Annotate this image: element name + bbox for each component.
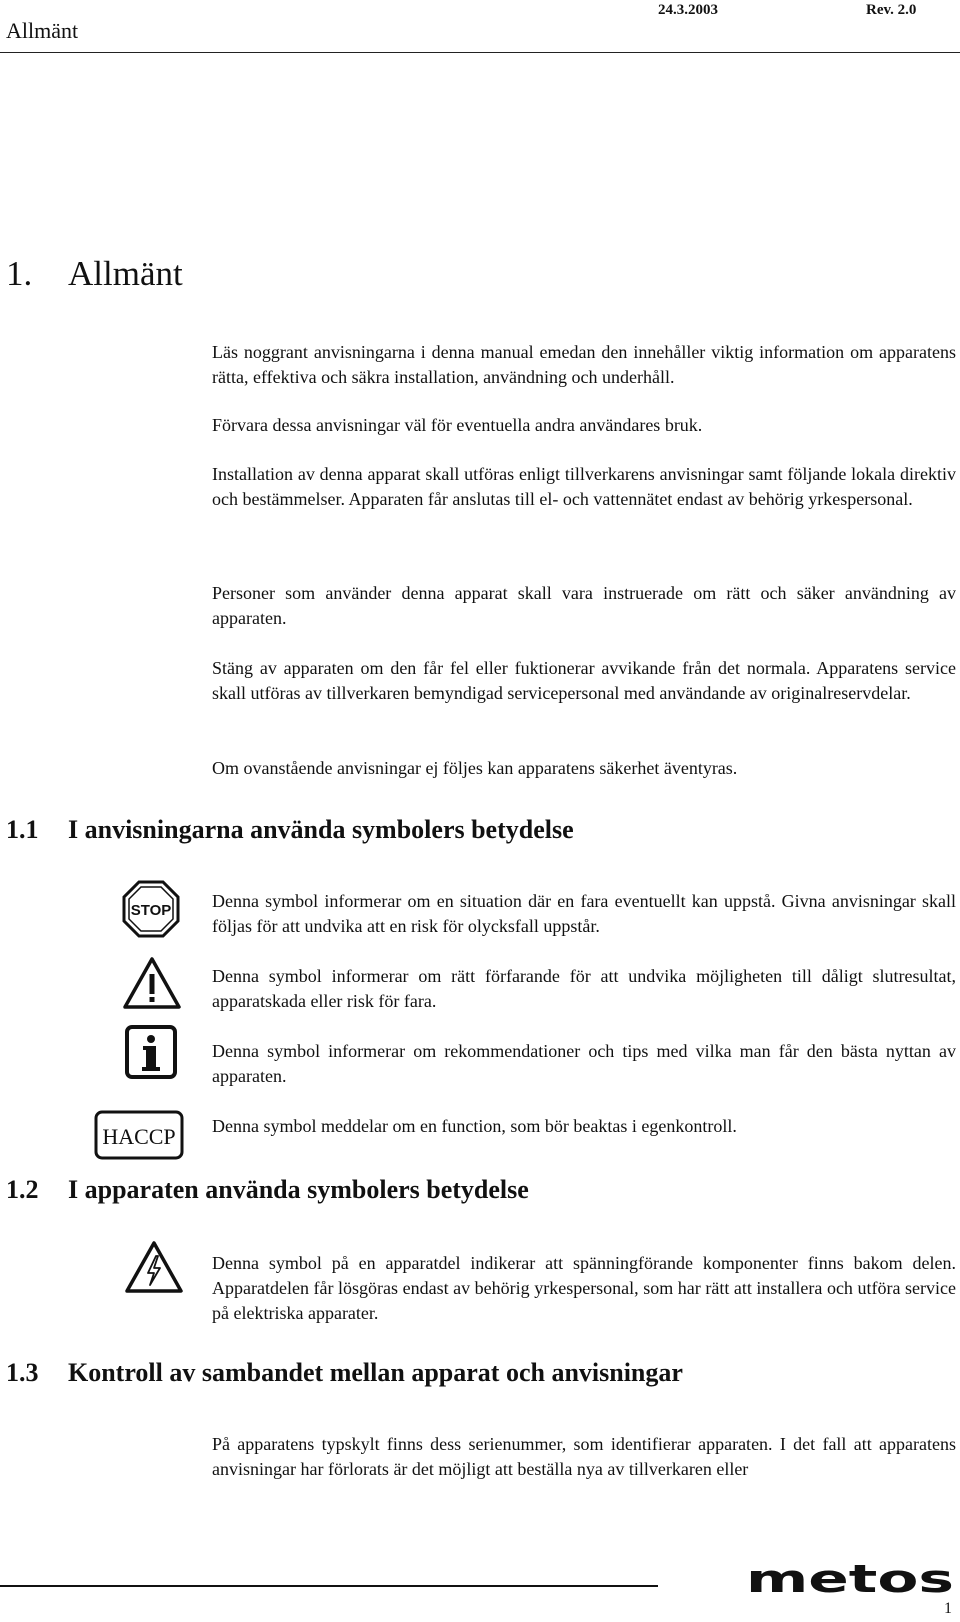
- section-title: I anvisningarna använda symbolers betydelse: [68, 815, 574, 844]
- chapter-number: 1.: [6, 254, 33, 293]
- metos-logo: [746, 1565, 956, 1595]
- warning-triangle-icon: [122, 956, 182, 1010]
- info-icon: [124, 1024, 178, 1080]
- electrical-hazard-icon: [124, 1240, 184, 1294]
- intro-paragraph-6: Om ovanstående anvisningar ej följes kan apparatens säkerhet äventyras.: [212, 758, 738, 778]
- intro-paragraph-1: Läs noggrant anvisningarna i denna manual emedan den innehåller viktig information om apparatens rätta, effektiva och säkra installation, användning och underhåll.: [212, 342, 956, 387]
- header-divider: [0, 52, 960, 53]
- section-title: Kontroll av sambandet mellan apparat och anvisningar: [68, 1358, 683, 1387]
- symbol-text-warning: Denna symbol informerar om rätt förfarande för att undvika möjligheten till dåligt slutresultat, apparatskada eller risk för fara.: [212, 966, 956, 1011]
- section-number: 1.3: [6, 1358, 39, 1387]
- intro-paragraph-5: Stäng av apparaten om den får fel eller fuktionerar avvikande från det normala. Apparatens service skall utföras av tillverkaren bemyndigad servicepersonal med användande av originalreservdelar.: [212, 658, 956, 703]
- footer-divider: [0, 1585, 658, 1587]
- stop-sign-icon: [122, 880, 180, 938]
- haccp-icon: [94, 1110, 184, 1160]
- intro-paragraph-4: Personer som använder denna apparat skall vara instruerade om rätt och säker användning av apparaten.: [212, 583, 956, 628]
- header-date: 24.3.2003: [658, 2, 718, 18]
- section-number: 1.1: [6, 815, 39, 844]
- chapter-heading: [6, 254, 183, 294]
- section-number: 1.2: [6, 1175, 39, 1204]
- intro-paragraph-3: Installation av denna apparat skall utföras enligt tillverkarens anvisningar samt följande lokala direktiv och bestämmelser. Apparaten får anslutas till el- och vattennätet endast av behörig yrkespersonal.: [212, 464, 956, 509]
- symbol-text-stop: Denna symbol informerar om en situation där en fara eventuellt kan uppstå. Givna anvisningar skall följas för att undvika att en risk för olycksfall uppstår.: [212, 891, 956, 936]
- page-number: 1: [944, 1600, 952, 1617]
- header-section-title: Allmänt: [6, 18, 79, 43]
- symbol-text-info: Denna symbol informerar om rekommendationer och tips med vilka man får den bästa nyttan av apparaten.: [212, 1041, 956, 1086]
- section-heading-1-3: [6, 1358, 683, 1388]
- stop-label: STOP: [130, 902, 172, 919]
- section-title: I apparaten använda symbolers betydelse: [68, 1175, 529, 1204]
- section-1-3-text: På apparatens typskylt finns dess serienummer, som identifierar apparaten. I det fall att apparatens anvisningar har förlorats är det möjligt att beställa nya av tillverkaren eller: [212, 1434, 956, 1479]
- haccp-label: HACCP: [102, 1124, 176, 1149]
- chapter-title: Allmänt: [68, 254, 183, 293]
- section-heading-1-1: [6, 815, 574, 845]
- symbol-text-haccp: Denna symbol meddelar om en function, som bör beaktas i egenkontroll.: [212, 1116, 737, 1136]
- intro-paragraph-2: Förvara dessa anvisningar väl för eventuella andra användares bruk.: [212, 415, 703, 435]
- svg-text:metos: metos: [746, 1565, 954, 1595]
- header-revision: Rev. 2.0: [866, 2, 917, 18]
- section-1-2-text: Denna symbol på en apparatdel indikerar att spänningförande komponenter finns bakom delen. Apparatdelen får lösgöras endast av behörig yrkespersonal, som har rätt att installera och utföra service på elektriska apparater.: [212, 1253, 956, 1323]
- section-heading-1-2: [6, 1175, 529, 1205]
